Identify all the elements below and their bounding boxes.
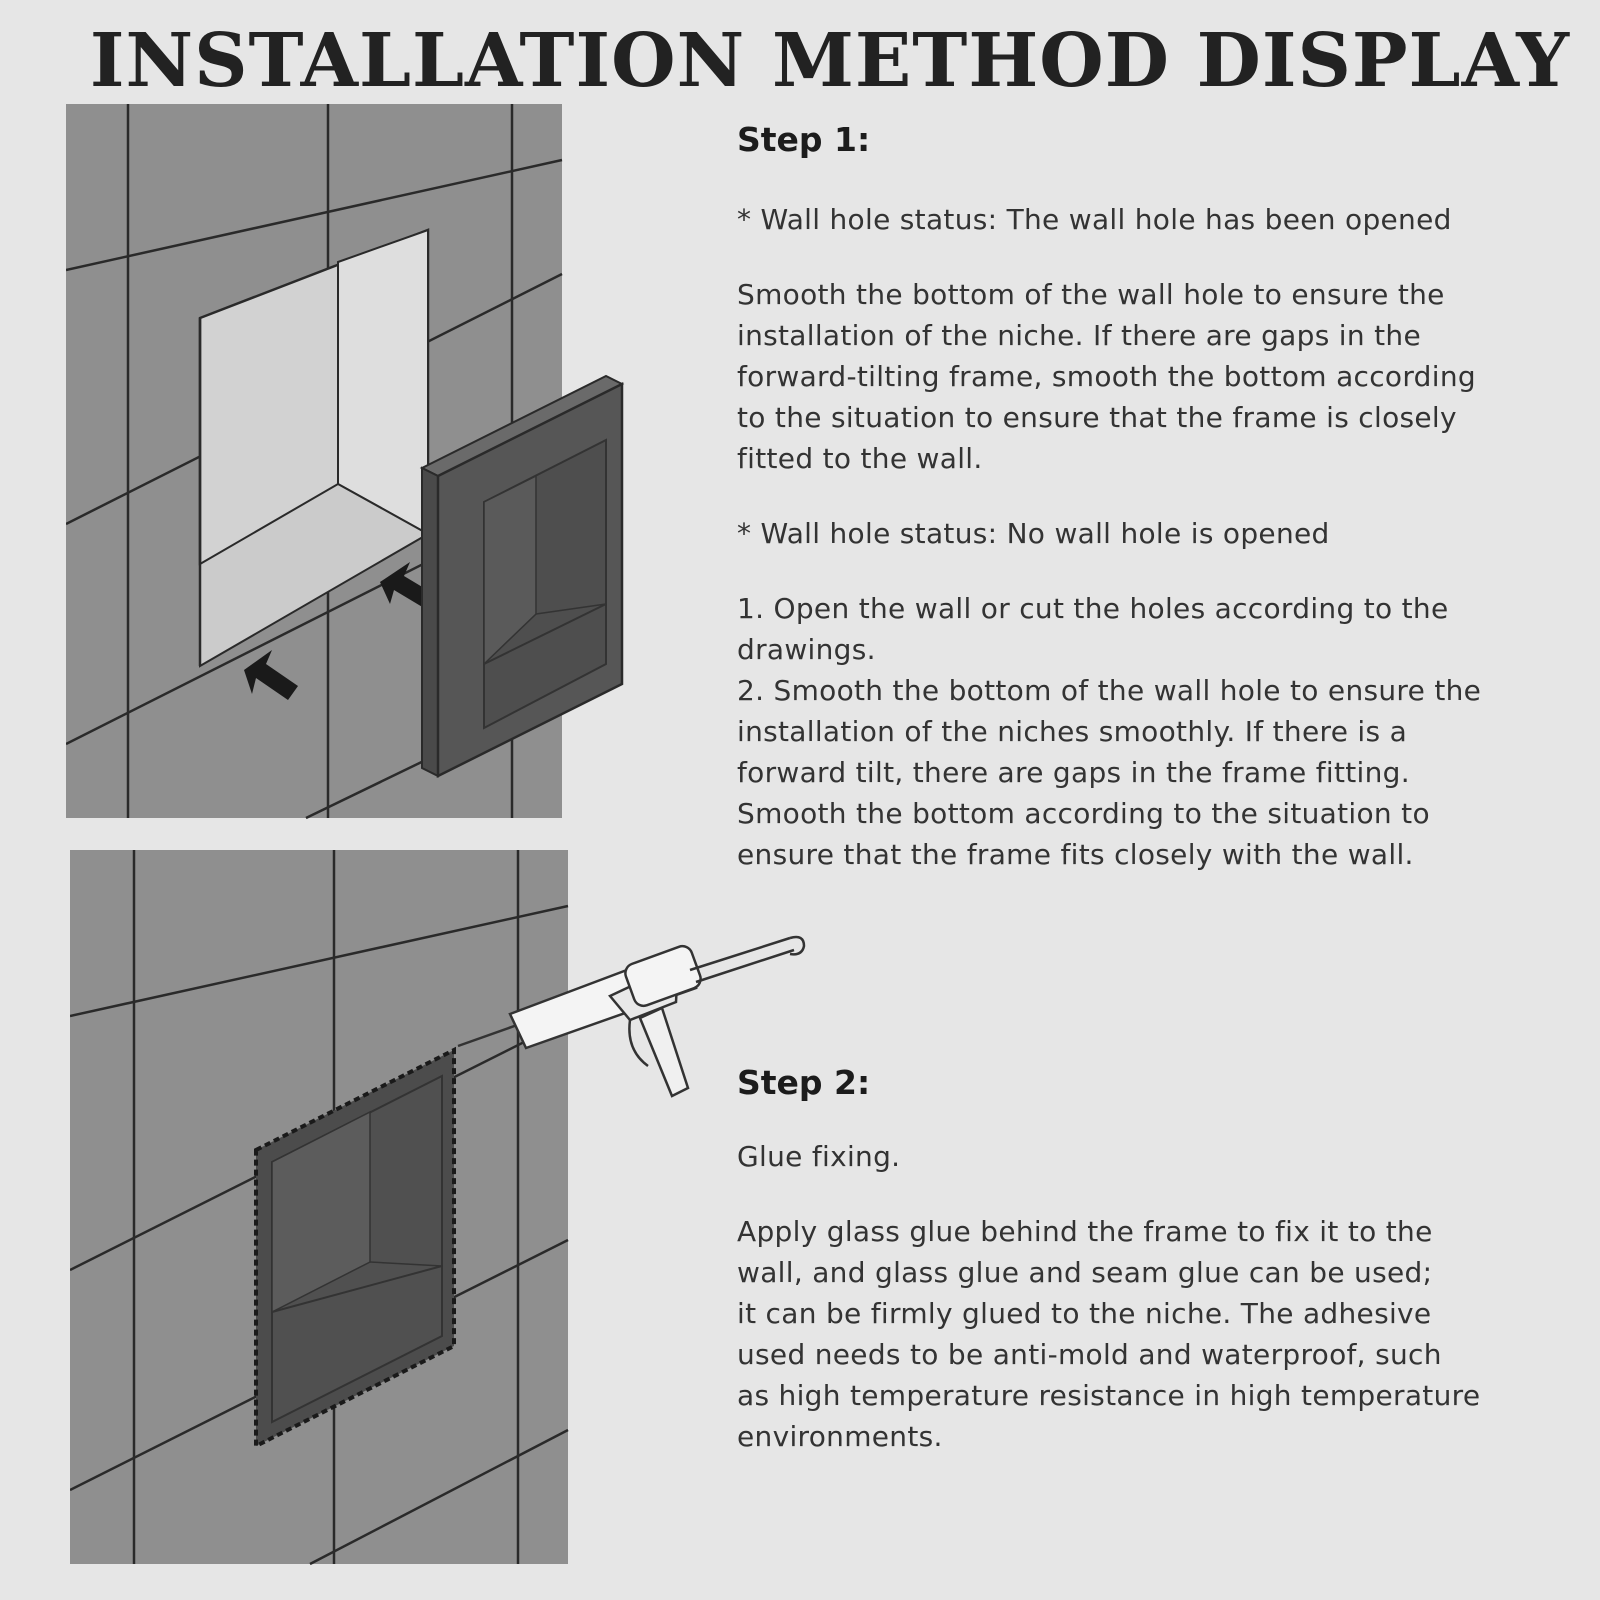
not-opened-line: installation of the niches smoothly. If there is a (737, 715, 1408, 748)
opened-line: to the situation to ensure that the frame is closely (737, 401, 1457, 434)
not-opened-line: forward tilt, there are gaps in the frame fitting. (737, 756, 1410, 789)
step2-line: as high temperature resistance in high temperature (737, 1379, 1481, 1412)
wall-hole-illustration (66, 104, 696, 824)
not-opened-line: drawings. (737, 633, 876, 666)
opened-line: fitted to the wall. (737, 442, 983, 475)
not-opened-line: ensure that the frame fits closely with the wall. (737, 838, 1414, 871)
glue-fixing-illustration (70, 850, 830, 1570)
step2-line: it can be firmly glued to the niche. The adhesive (737, 1297, 1432, 1330)
opened-line: Smooth the bottom of the wall hole to ensure the (737, 278, 1445, 311)
step2-section (737, 1063, 1537, 1457)
step2-heading: Step 2: (737, 1063, 871, 1102)
not-opened-line: Smooth the bottom according to the situation to (737, 797, 1430, 830)
step2-subtitle: Glue fixing. (737, 1140, 901, 1173)
step2-line: wall, and glass glue and seam glue can be used; (737, 1256, 1433, 1289)
step1-section (737, 120, 1537, 875)
step2-line: used needs to be anti-mold and waterproof, such (737, 1338, 1442, 1371)
step2-line: environments. (737, 1420, 943, 1453)
page-title: INSTALLATION METHOD DISPLAY (89, 18, 1571, 104)
opened-line: forward-tilting frame, smooth the bottom according (737, 360, 1476, 393)
status-opened: * Wall hole status: The wall hole has been opened (737, 203, 1452, 236)
not-opened-line: 1. Open the wall or cut the holes according to the (737, 592, 1449, 625)
not-opened-line: 2. Smooth the bottom of the wall hole to ensure the (737, 674, 1482, 707)
step1-heading: Step 1: (737, 120, 871, 159)
status-not-opened: * Wall hole status: No wall hole is opened (737, 517, 1330, 550)
opened-line: installation of the niche. If there are gaps in the (737, 319, 1421, 352)
step2-line: Apply glass glue behind the frame to fix it to the (737, 1215, 1433, 1248)
